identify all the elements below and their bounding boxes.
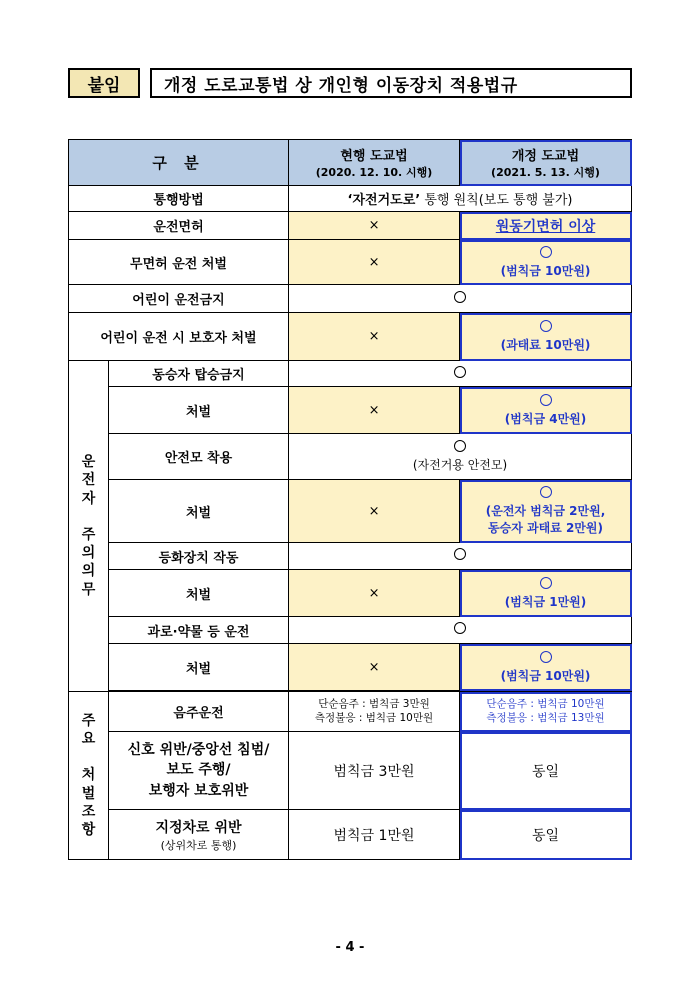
row-label: 처벌 — [109, 570, 289, 617]
revised-line1: 단순음주 : 범칙금 10만원 — [486, 697, 605, 710]
current-cell: × — [289, 240, 460, 285]
revised-cell — [460, 387, 632, 434]
revised-cell — [460, 570, 632, 617]
table-row — [69, 543, 632, 570]
current-line2: 측정불응 : 범칙금 10만원 — [314, 711, 434, 724]
row-label: 등화장치 작동 — [109, 543, 289, 570]
current-cell: × — [289, 313, 460, 361]
revised-penalty: (범칙금 10만원) — [500, 263, 591, 278]
circle-icon — [454, 291, 466, 303]
circle-icon — [540, 577, 552, 589]
row-label-line2: 보도 주행/ — [166, 762, 231, 779]
circle-icon — [540, 320, 552, 332]
row-label — [109, 732, 289, 810]
row-label — [109, 810, 289, 860]
row-label: 음주운전 — [109, 692, 289, 732]
table-row — [69, 186, 632, 212]
current-cell: × — [289, 387, 460, 434]
row-label: 동승자 탑승금지 — [109, 361, 289, 387]
revised-penalty-line1: (운전자 범칙금 2만원, — [485, 504, 606, 518]
header-current-label: 현행 도교법 — [340, 149, 408, 164]
table-row — [69, 361, 632, 387]
both-cell — [289, 434, 632, 480]
traffic-rule-text: 통행 원칙(보도 통행 불가) — [420, 193, 573, 208]
current-cell: × — [289, 644, 460, 691]
row-label: 어린이 운전금지 — [69, 285, 289, 313]
table-row — [69, 212, 632, 240]
table-row — [69, 387, 632, 434]
table-row — [69, 434, 632, 480]
both-cell — [289, 361, 632, 387]
current-cell — [289, 692, 460, 732]
row-label: 과로·약물 등 운전 — [109, 617, 289, 644]
row-label: 무면허 운전 처벌 — [69, 240, 289, 285]
both-cell — [289, 543, 632, 570]
table-row — [69, 240, 632, 285]
circle-icon — [540, 246, 552, 258]
current-line1: 단순음주 : 범칙금 3만원 — [318, 697, 430, 710]
header-revised-label: 개정 도교법 — [511, 149, 580, 164]
helmet-note: (자전거용 안전모) — [412, 458, 508, 472]
revised-cell — [460, 240, 632, 285]
group-main-penalty: 주 요 처 벌 조 항 — [69, 692, 109, 860]
circle-icon — [454, 366, 466, 378]
revised-penalty: (범칙금 10만원) — [500, 668, 591, 683]
circle-icon — [540, 486, 552, 498]
revised-penalty: (범칙금 1만원) — [504, 594, 587, 609]
header-current-date: (2020. 12. 10. 시행) — [315, 166, 433, 179]
revised-penalty-line2: 동승자 과태료 2만원) — [488, 521, 603, 535]
revised-cell — [460, 212, 632, 240]
current-cell: 범칙금 1만원 — [289, 810, 460, 860]
table-row — [69, 570, 632, 617]
regulations-table — [68, 139, 632, 860]
table-row — [69, 285, 632, 313]
table-row — [69, 732, 632, 810]
both-cell — [289, 617, 632, 644]
circle-icon — [540, 651, 552, 663]
circle-icon — [454, 622, 466, 634]
both-cell — [289, 285, 632, 313]
revised-line2: 측정불응 : 범칙금 13만원 — [486, 711, 605, 724]
table-row — [69, 313, 632, 361]
traffic-rule-emphasis: ‘자전거도로’ — [347, 193, 421, 208]
header-revised-law — [460, 140, 632, 186]
document-header — [68, 68, 632, 98]
revised-cell: 동일 — [460, 810, 632, 860]
table-row — [69, 692, 632, 732]
revised-penalty: (과태료 10만원) — [500, 338, 591, 352]
header-category: 구 분 — [69, 140, 289, 186]
row-label-line3: 보행자 보호위반 — [148, 782, 249, 799]
revised-cell: 동일 — [460, 732, 632, 810]
revised-cell — [460, 692, 632, 732]
revised-cell — [460, 644, 632, 691]
attachment-tag: 붙임 — [68, 68, 140, 98]
page-title: 개정 도로교통법 상 개인형 이동장치 적용법규 — [150, 68, 632, 98]
group-driver-duty: 운 전 자 주 의 의 무 — [69, 361, 109, 692]
revised-cell — [460, 313, 632, 361]
circle-icon — [454, 548, 466, 560]
circle-icon — [540, 394, 552, 406]
traffic-rule — [289, 186, 632, 212]
header-revised-date: (2021. 5. 13. 시행) — [491, 166, 600, 179]
row-label: 통행방법 — [69, 186, 289, 212]
table-row — [69, 617, 632, 644]
table-row — [69, 480, 632, 543]
row-label: 운전면허 — [69, 212, 289, 240]
row-label: 처벌 — [109, 644, 289, 691]
revised-cell — [460, 480, 632, 543]
circle-icon — [454, 440, 466, 452]
table-row — [69, 644, 632, 691]
page-number: - 4 - — [335, 940, 365, 955]
current-cell: × — [289, 212, 460, 240]
row-label: 처벌 — [109, 480, 289, 543]
current-cell: × — [289, 570, 460, 617]
header-current-law — [289, 140, 460, 186]
row-label-sub: (상위차로 통행) — [160, 838, 237, 852]
row-label: 안전모 착용 — [109, 434, 289, 480]
current-cell: × — [289, 480, 460, 543]
row-label: 처벌 — [109, 387, 289, 434]
row-label-main: 지정차로 위반 — [155, 819, 242, 836]
current-cell: 범칙금 3만원 — [289, 732, 460, 810]
revised-license-text: 원동기면허 이상 — [495, 218, 596, 235]
table-row — [69, 810, 632, 860]
row-label-line1: 신호 위반/중앙선 침범/ — [127, 742, 270, 759]
revised-penalty: (범칙금 4만원) — [504, 411, 587, 426]
row-label: 어린이 운전 시 보호자 처벌 — [69, 313, 289, 361]
